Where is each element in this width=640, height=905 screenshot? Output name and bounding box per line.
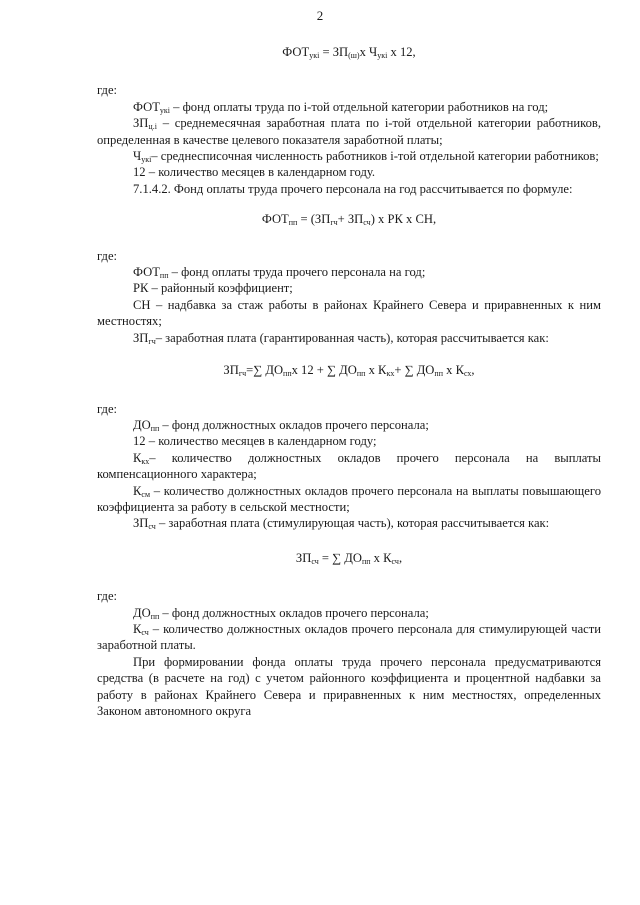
definition: $К_{сч}$ – количество должностных окладов прочего персонала для стимулирующей части заработной платы. xyxy=(97,621,601,653)
definition: $ФОТ_{укi}$ – фонд оплаты труда по i-той отдельной категории работников на год; xyxy=(133,99,549,115)
definition: РК – районный коэффициент; xyxy=(133,281,293,296)
where-label: где: xyxy=(97,589,118,604)
definition: $К_{см}$ – количество должностных окладов прочего персонала на выплаты повышающего коэффициента за работу в сельской местности; xyxy=(97,483,601,514)
paragraph-7-1-4-2: 7.1.4.2. Фонд оплаты труда прочего персонала на год рассчитывается по формуле: xyxy=(133,181,573,196)
definition: $ЗП_{ц.i}$ – среднемесячная заработная плата по i-той отдельной категории работников, определенная в качестве целевого показателя заработной платы; xyxy=(97,116,601,147)
definition: СН – надбавка за стаж работы в районах Крайнего Севера и приравненных к ним местностях; xyxy=(97,297,601,329)
where-label: где: xyxy=(97,401,118,416)
where-label: где: xyxy=(97,248,118,263)
formula-fot-uk: $ФОТ_{укi} = ЗП_{(ш)}х$ $Ч_{укi}$ х 12, xyxy=(282,45,416,60)
where-label: где: xyxy=(97,83,118,98)
definition: $К_{кх}-$ количество должностных окладов прочего персонала на выплаты компенсационного характера; xyxy=(97,450,601,482)
definition: $ДО_{пп}$ – фонд должностных окладов прочего персонала; xyxy=(133,605,429,621)
definition: $ЗП_{сч}$ – заработная плата (стимулирующая часть), которая рассчитывается как: xyxy=(133,516,550,532)
formula-fot-pp: $ФОТ_{пп} = (ЗП_{гч}+ ЗП_{сч})$ х РК х СН, xyxy=(261,212,437,228)
definition: $ФОТ_{пп}$ – фонд оплаты труда прочего персонала на год; xyxy=(133,265,426,281)
definition: $ЗП_{гч}-$ заработная плата (гарантированная часть), которая рассчитывается как: xyxy=(133,330,549,346)
formula-zp-gch: $ЗП_{гч}=\sum$ $ДО_{пп}х$ 12 + ∑ $ДО_{пп}$ х $К_{кх}+$ ∑ $ДО_{пп}$ х $К_{сх}$, xyxy=(223,363,475,379)
page-number: 2 xyxy=(316,8,324,23)
definition: 12 – количество месяцев в календарном году. xyxy=(133,165,376,180)
definition: $ДО_{пп}$ – фонд должностных окладов прочего персонала; xyxy=(133,417,429,433)
formula-zp-sch: $ЗП_{сч}$ = ∑ $ДО_{пп}$ х $К_{сч}$, xyxy=(295,550,403,566)
document-body xyxy=(97,44,601,719)
definition: $Ч_{укi}-$ среднесписочная численность работников i-той отдельной категории работников; xyxy=(133,149,599,165)
final-paragraph: При формировании фонда оплаты труда прочего персонала предусматриваются средства (в расчете на год) с учетом районного коэффициента и процентной надбавки за работу в районах Крайнего Севера и приравненных к ним местностях, определенных Законом автономного округа xyxy=(97,654,601,718)
definition: 12 – количество месяцев в календарном году; xyxy=(133,434,377,449)
